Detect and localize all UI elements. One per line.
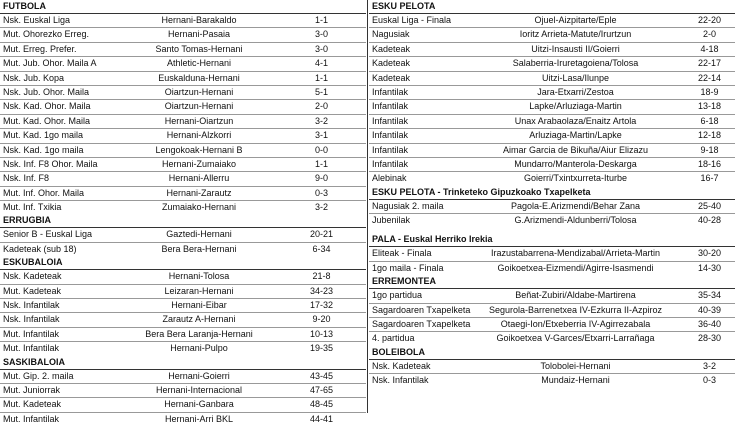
result-row xyxy=(369,261,735,275)
result-row xyxy=(0,85,366,99)
category-cell: Nsk. Inf. F8 xyxy=(3,173,50,184)
result-row xyxy=(0,284,366,298)
result-row xyxy=(369,213,735,227)
score-cell: 0-3 xyxy=(702,375,716,386)
result-row xyxy=(0,157,366,171)
category-cell: Nsk. Kad. 1go maila xyxy=(3,144,84,155)
match-cell: Hernani-Arri BKL xyxy=(164,413,234,424)
result-row xyxy=(369,114,735,128)
result-row xyxy=(0,397,366,411)
score-cell: 44-41 xyxy=(309,413,334,424)
result-row xyxy=(0,27,366,41)
section-header-boleibola: BOLEIBOLA xyxy=(369,346,735,360)
result-row xyxy=(369,27,735,41)
match-cell: Hernani-Oiartzun xyxy=(164,115,234,126)
score-cell: 4-1 xyxy=(314,58,328,69)
match-cell: Leizaran-Hernani xyxy=(164,285,234,296)
result-row xyxy=(369,331,735,345)
score-cell: 47-65 xyxy=(309,384,334,395)
category-cell: Mut. Kad. Ohor. Maila xyxy=(3,115,91,126)
category-cell: Sagardoaren Txapelketa xyxy=(372,319,471,330)
score-cell: 2-0 xyxy=(314,101,328,112)
category-cell: Eliteak - Finala xyxy=(372,248,432,259)
category-cell: Euskal Liga - Finala xyxy=(372,15,452,25)
match-cell: Hernani-Zarautz xyxy=(166,187,232,198)
match-cell: Oiartzun-Hernani xyxy=(164,86,234,97)
match-cell: Hernani-Alzkorri xyxy=(166,130,232,141)
match-cell: Gaztedi-Hernani xyxy=(166,229,232,240)
section-header-pala-euskal-herriko-irekia: PALA - Euskal Herriko Irekia xyxy=(369,233,735,247)
score-cell: 17-32 xyxy=(309,300,334,311)
result-row xyxy=(369,71,735,85)
match-cell: Zarautz A-Hernani xyxy=(162,314,236,325)
category-cell: Nsk. Infantilak xyxy=(372,375,429,386)
section-header-esku-pelota: ESKU PELOTA xyxy=(369,0,735,14)
score-cell: 20-21 xyxy=(309,229,334,240)
match-cell: Pagola-E.Arizmendi/Behar Zana xyxy=(510,200,641,211)
match-cell: Hernani-Zumaiako xyxy=(161,158,237,169)
score-cell: 3-2 xyxy=(314,202,328,213)
result-row xyxy=(0,128,366,142)
score-cell: 3-0 xyxy=(314,29,328,40)
score-cell: 35-34 xyxy=(697,290,722,301)
score-cell: 18-16 xyxy=(697,158,722,169)
category-cell: Nsk. Infantilak xyxy=(3,300,60,311)
result-row xyxy=(369,42,735,56)
result-row xyxy=(0,412,366,426)
category-cell: Nagusiak xyxy=(372,29,410,40)
result-row xyxy=(369,14,735,27)
score-cell: 34-23 xyxy=(309,285,334,296)
score-cell: 43-45 xyxy=(309,370,334,381)
score-cell: 18-9 xyxy=(700,86,719,97)
score-cell: 0-3 xyxy=(314,187,328,198)
match-cell: Goierri/Txintxurreta-Iturbe xyxy=(523,173,628,184)
result-row xyxy=(369,56,735,70)
match-cell: Beñat-Zubiri/Aldabe-Martirena xyxy=(515,290,636,301)
result-row xyxy=(369,157,735,171)
result-row xyxy=(369,247,735,260)
result-row xyxy=(0,143,366,157)
match-cell: Tolobolei-Hernani xyxy=(540,360,611,371)
section-header-erremontea: ERREMONTEA xyxy=(369,275,735,289)
result-row xyxy=(0,14,366,27)
score-cell: 3-0 xyxy=(314,43,328,54)
result-row xyxy=(0,341,366,355)
score-cell: 22-14 xyxy=(697,72,722,83)
category-cell: Nsk. Euskal Liga xyxy=(3,15,71,25)
result-row xyxy=(0,42,366,56)
score-cell: 16-7 xyxy=(700,173,719,184)
match-cell: Segurola-Barrenetxea IV-Ezkurra II-Azpiroz xyxy=(488,304,663,315)
match-cell: Euskalduna-Hernani xyxy=(158,72,240,83)
section-header-futbola: FUTBOLA xyxy=(0,0,366,14)
score-cell: 9-18 xyxy=(700,144,719,155)
category-cell: Mut. Gip. 2. maila xyxy=(3,370,74,381)
category-cell: 4. partidua xyxy=(372,333,415,344)
match-cell: Athletic-Hernani xyxy=(166,58,232,69)
match-cell: Zumaiako-Hernani xyxy=(161,202,237,213)
section-header-esku-pelota-trinketeko-gipuzkoako-txapelketa: ESKU PELOTA - Trinketeko Gipuzkoako Txapelketa xyxy=(369,186,735,200)
result-row xyxy=(369,317,735,331)
result-row xyxy=(0,171,366,185)
result-row xyxy=(0,200,366,214)
match-cell: Oiartzun-Hernani xyxy=(164,101,234,112)
score-cell: 40-28 xyxy=(697,215,722,226)
match-cell: Unax Arabaolaza/Enaitz Artola xyxy=(514,115,637,126)
match-cell: Goikoetxea-Eizmendi/Agirre-Isasmendi xyxy=(497,262,654,273)
category-cell: Nsk. Kadeteak xyxy=(3,271,62,282)
category-cell: Nagusiak 2. maila xyxy=(372,200,444,211)
score-cell: 40-39 xyxy=(697,304,722,315)
result-row xyxy=(369,85,735,99)
match-cell: G.Arizmendi-Aldunberri/Tolosa xyxy=(514,215,637,226)
score-cell: 4-18 xyxy=(700,43,719,54)
result-row xyxy=(369,200,735,213)
result-row xyxy=(0,370,366,383)
score-cell: 21-8 xyxy=(312,271,331,282)
match-cell: Goikoetxea V-Garces/Etxarri-Larrañaga xyxy=(496,333,655,344)
match-cell: Lengokoak-Hernani B xyxy=(155,144,243,155)
result-row xyxy=(0,327,366,341)
category-cell: Nsk. Jub. Kopa xyxy=(3,72,65,83)
result-row xyxy=(0,312,366,326)
match-cell: Bera Bera-Hernani xyxy=(161,243,237,254)
result-row xyxy=(0,71,366,85)
section-header-eskubaloia: ESKUBALOIA xyxy=(0,256,366,270)
score-cell: 12-18 xyxy=(697,130,722,141)
result-row xyxy=(369,289,735,302)
match-cell: Jara-Etxarri/Zestoa xyxy=(537,86,614,97)
category-cell: Kadeteak (sub 18) xyxy=(3,243,77,254)
category-cell: Mut. Inf. Txikia xyxy=(3,202,62,213)
score-cell: 19-35 xyxy=(309,343,334,354)
match-cell: Uitzi-Lasa/Ilunpe xyxy=(541,72,610,83)
match-cell: Ojuel-Aizpitarte/Eple xyxy=(534,15,617,25)
match-cell: Hernani-Allerru xyxy=(168,173,230,184)
match-cell: Hernani-Eibar xyxy=(171,300,227,311)
score-cell: 3-2 xyxy=(702,360,716,371)
match-cell: Hernani-Ganbara xyxy=(164,399,234,410)
result-row xyxy=(369,128,735,142)
category-cell: Infantilak xyxy=(372,115,409,126)
category-cell: Infantilak xyxy=(372,130,409,141)
score-cell: 9-20 xyxy=(312,314,331,325)
category-cell: Infantilak xyxy=(372,101,409,112)
category-cell: Mut. Erreg. Prefer. xyxy=(3,43,77,54)
score-cell: 30-20 xyxy=(697,248,722,259)
score-cell: 0-0 xyxy=(314,144,328,155)
category-cell: Mut. Ohorezko Erreg. xyxy=(3,29,90,40)
category-cell: 1go maila - Finala xyxy=(372,262,444,273)
column-divider xyxy=(367,0,368,413)
match-cell: Hernani-Pulpo xyxy=(170,343,228,354)
score-cell: 48-45 xyxy=(309,399,334,410)
category-cell: Mut. Kadeteak xyxy=(3,285,62,296)
score-cell: 2-0 xyxy=(702,29,716,40)
match-cell: Arluziaga-Martin/Lapke xyxy=(529,130,622,141)
match-cell: Hernani-Internacional xyxy=(155,384,243,395)
result-row xyxy=(369,373,735,387)
match-cell: Salaberria-Iruretagoiena/Tolosa xyxy=(512,58,639,69)
score-cell: 22-17 xyxy=(697,58,722,69)
match-cell: Lapke/Arluziaga-Martin xyxy=(529,101,622,112)
category-cell: Nsk. Inf. F8 Ohor. Maila xyxy=(3,158,98,169)
score-cell: 5-1 xyxy=(314,86,328,97)
match-cell: Santo Tomas-Hernani xyxy=(155,43,243,54)
match-cell: Mundaiz-Hernani xyxy=(541,375,610,386)
match-cell: Hernani-Goierri xyxy=(168,370,230,381)
score-cell: 25-40 xyxy=(697,200,722,211)
score-cell: 13-18 xyxy=(697,101,722,112)
result-row xyxy=(0,383,366,397)
left-column xyxy=(0,0,366,426)
match-cell: Aimar Garcia de Bikuña/Aiur Elizazu xyxy=(502,144,649,155)
match-cell: Mundarro/Manterola-Deskarga xyxy=(514,158,637,169)
section-header-saskibaloia: SASKIBALOIA xyxy=(0,356,366,370)
score-cell: 1-1 xyxy=(314,15,328,25)
score-cell: 6-18 xyxy=(700,115,719,126)
result-row xyxy=(0,56,366,70)
match-cell: Ioritz Arrieta-Matute/Irurtzun xyxy=(519,29,632,40)
result-row xyxy=(0,298,366,312)
result-row xyxy=(369,99,735,113)
category-cell: 1go partidua xyxy=(372,290,423,301)
score-cell: 3-2 xyxy=(314,115,328,126)
score-cell: 9-0 xyxy=(314,173,328,184)
score-cell: 28-30 xyxy=(697,333,722,344)
score-cell: 10-13 xyxy=(309,328,334,339)
category-cell: Nsk. Jub. Ohor. Maila xyxy=(3,86,90,97)
result-row xyxy=(0,228,366,241)
match-cell: Hernani-Tolosa xyxy=(168,271,230,282)
category-cell: Senior B - Euskal Liga xyxy=(3,229,93,240)
result-row xyxy=(369,171,735,185)
score-cell: 3-1 xyxy=(314,130,328,141)
score-cell: 1-1 xyxy=(314,158,328,169)
match-cell: Irazustabarrena-Mendizabal/Arrieta-Martin xyxy=(490,248,661,259)
category-cell: Nsk. Infantilak xyxy=(3,314,60,325)
category-cell: Mut. Kadeteak xyxy=(3,399,62,410)
score-cell: 14-30 xyxy=(697,262,722,273)
category-cell: Kadeteak xyxy=(372,72,411,83)
category-cell: Infantilak xyxy=(372,86,409,97)
match-cell: Bera Bera Laranja-Hernani xyxy=(145,328,253,339)
category-cell: Mut. Infantilak xyxy=(3,343,60,354)
result-row xyxy=(0,186,366,200)
category-cell: Nsk. Kad. Ohor. Maila xyxy=(3,101,91,112)
category-cell: Mut. Infantilak xyxy=(3,328,60,339)
match-cell: Otaegi-Ion/Etxeberria IV-Agirrezabala xyxy=(500,319,651,330)
right-column xyxy=(369,0,735,388)
score-cell: 1-1 xyxy=(314,72,328,83)
score-cell: 6-34 xyxy=(312,243,331,254)
category-cell: Alebinak xyxy=(372,173,407,184)
match-cell: Uitzi-Insausti II/Goierri xyxy=(531,43,620,54)
result-row xyxy=(0,114,366,128)
match-cell: Hernani-Pasaia xyxy=(167,29,231,40)
category-cell: Nsk. Kadeteak xyxy=(372,360,431,371)
category-cell: Infantilak xyxy=(372,158,409,169)
match-cell: Hernani-Barakaldo xyxy=(161,15,237,25)
category-cell: Mut. Kad. 1go maila xyxy=(3,130,84,141)
category-cell: Mut. Juniorrak xyxy=(3,384,61,395)
result-row xyxy=(0,99,366,113)
category-cell: Mut. Inf. Ohor. Maila xyxy=(3,187,85,198)
result-row xyxy=(369,360,735,373)
score-cell: 36-40 xyxy=(697,319,722,330)
result-row xyxy=(369,143,735,157)
category-cell: Mut. Infantilak xyxy=(3,413,60,424)
result-row xyxy=(369,303,735,317)
category-cell: Mut. Jub. Ohor. Maila A xyxy=(3,58,97,69)
score-cell: 22-20 xyxy=(697,15,722,25)
category-cell: Infantilak xyxy=(372,144,409,155)
category-cell: Kadeteak xyxy=(372,43,411,54)
result-row xyxy=(0,270,366,283)
result-row xyxy=(0,242,366,256)
section-header-errugbia: ERRUGBIA xyxy=(0,214,366,228)
category-cell: Sagardoaren Txapelketa xyxy=(372,304,471,315)
category-cell: Jubenilak xyxy=(372,215,411,226)
category-cell: Kadeteak xyxy=(372,58,411,69)
